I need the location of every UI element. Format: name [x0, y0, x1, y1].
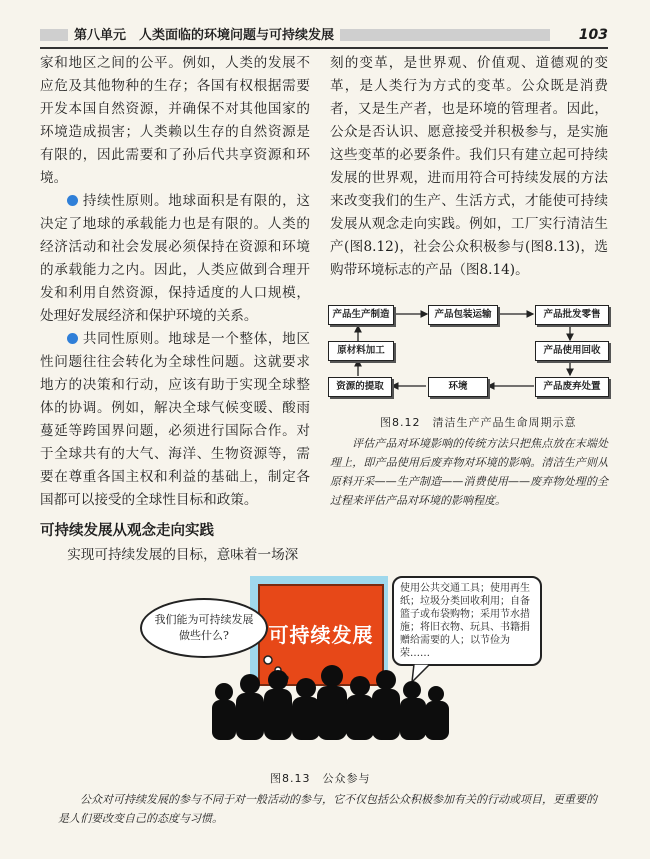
node-manufacturing: 产品生产制造 — [328, 305, 394, 325]
node-use-recycle: 产品使用回收 — [535, 341, 609, 361]
node-packaging: 产品包装运输 — [428, 305, 498, 325]
figure-8-12-description-text: 评估产品对环境影响的传统方法只把焦点放在末端处理上，即产品使用后废弃物对环境的影响。清洁生产则从原料开采——生产制造——消费使用——废弃物处理的全过程来评估产品对环境的影响程度。 — [330, 437, 608, 507]
node-processing: 原材料加工 — [328, 341, 394, 361]
left-paragraph-2 — [40, 190, 310, 328]
page-number: 103 — [573, 27, 608, 44]
speech-bubble-question — [140, 598, 268, 658]
unit-title: 第八单元 人类面临的环境问题与可持续发展 — [68, 27, 340, 44]
figure-8-13-description-text: 公众对可持续发展的参与不同于对一般活动的参与，它不仅包括公众积极参加有关的行动或项目，更重要的是人们要改变自己的态度与习惯。 — [58, 793, 597, 825]
lifecycle-diagram — [328, 302, 611, 404]
bullet-icon — [67, 333, 78, 344]
node-disposal: 产品废弃处置 — [535, 377, 609, 397]
speech-bubble-actions — [392, 576, 542, 666]
node-environment: 环境 — [428, 377, 488, 397]
left-paragraph-1: 家和地区之间的公平。例如，人类的发展不应危及其他物种的生存；各国有权根据需要开发本国自然资源，并确保不对其他国家的环境造成损害；人类赖以生存的自然资源是有限的，因此需要和了孙后代共享资源和环境。 — [40, 55, 310, 186]
figure-8-13-description — [58, 790, 598, 828]
left-paragraph-3 — [40, 328, 310, 512]
right-column — [330, 52, 608, 282]
page-header — [40, 27, 608, 49]
figure-8-12-description — [330, 434, 608, 510]
left-paragraph-4: 实现可持续发展的目标，意味着一场深 — [67, 547, 299, 563]
public-participation-illustration — [110, 570, 550, 740]
left-column — [40, 52, 310, 567]
right-paragraph-1: 刻的变革，是世界观、价值观、道德观的变革，是人类行为方式的变革。公众既是消费者，又是生产者，也是环境的管理者。因此，公众是否认识、愿意接受并积极参与，是实施这些变革的必要条件。我们只有建立起可持续发展的世界观，进而用符合可持续发展的方法来改变我们的生产、生活方式，才能使可持续发展从观念走向实践。例如，工厂实行清洁生产(图8.12)，社会公众积极参与(图8.13)，选购带环境标志的产品（图8.14)。 — [330, 55, 608, 278]
figure-8-13-caption: 图8.13 公众参与 — [270, 772, 371, 785]
sustainable-sign: 可持续发展 — [258, 584, 384, 686]
left-paragraph-3-text: 共同性原则。地球是一个整体，地区性问题往往会转化为全球性问题。这就要求地方的决策和行动，应该有助于实现全球整体的协调。例如，解决全球气候变暖、酸雨蔓延等跨国界问题，必须进行国际合作。对于全球共有的大气、海洋、生物资源等，需要在尊重各国主权和利益的基础上，制定各国都可以接受的全球性目标和政策。 — [40, 331, 310, 508]
section-title: 可持续发展从观念走向实践 — [40, 523, 214, 539]
bullet-icon — [67, 195, 78, 206]
figure-8-12-caption: 图8.12 清洁生产产品生命周期示意 — [380, 416, 577, 429]
left-paragraph-2-text: 持续性原则。地球面积是有限的，这决定了地球的承载能力也是有限的。人类的经济活动和社会发展必须保持在资源和环境的承载能力之内。因此，人类应做到合理开发和利用自然资源，保持适度的人口规模，处理好发展经济和保护环境的关系。 — [40, 193, 310, 324]
node-retail: 产品批发零售 — [535, 305, 609, 325]
crowd-silhouette-icon — [210, 662, 450, 740]
node-extraction: 资源的提取 — [328, 377, 392, 397]
speech-bubble-actions-text: 使用公共交通工具；使用再生纸；垃圾分类回收利用；自备篮子或布袋购物；采用节水措施；将旧衣物、玩具、书籍捐赠给需要的人；以节俭为荣…… — [400, 583, 530, 659]
speech-bubble-question-text: 我们能为可持续发展做些什么? — [154, 613, 254, 642]
